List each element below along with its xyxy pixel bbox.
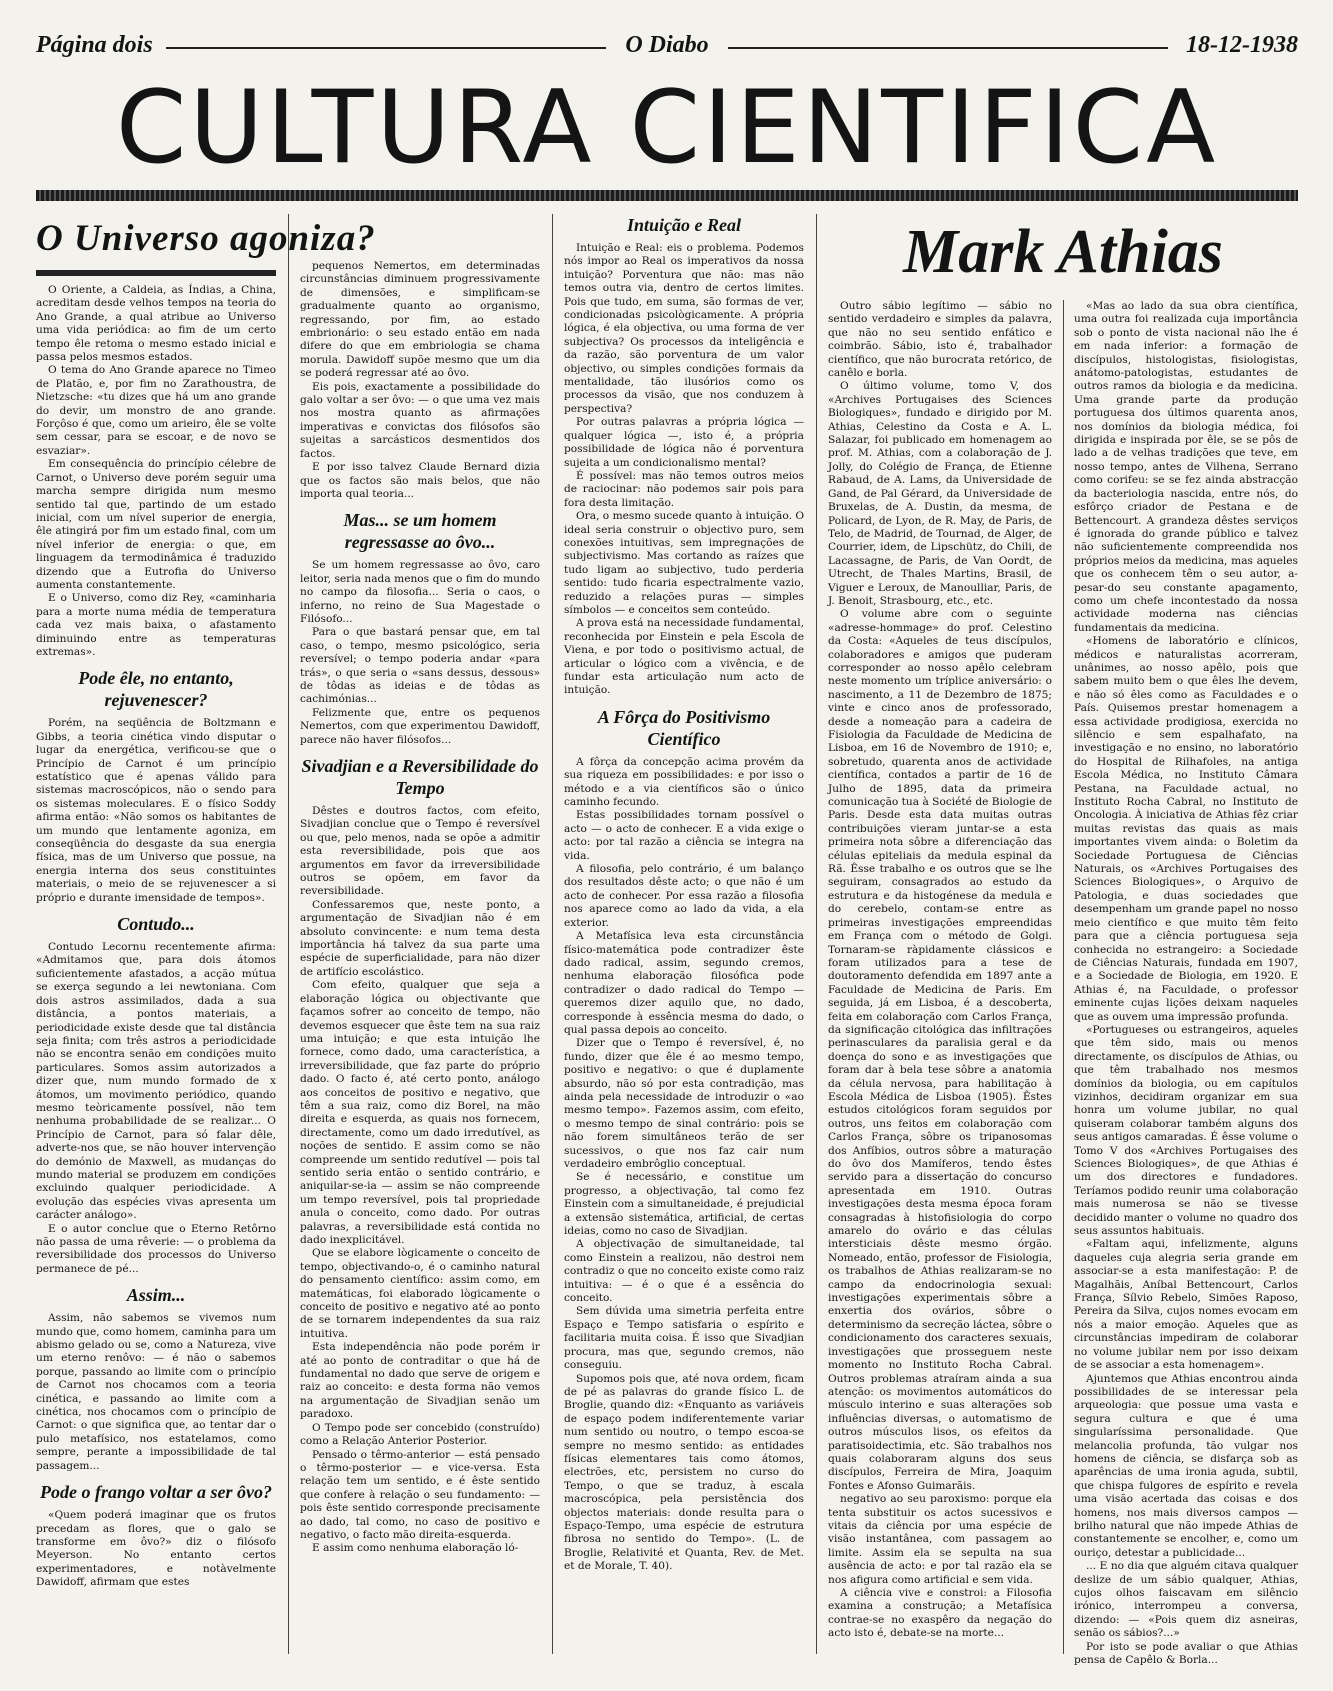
subheading: Pode o frango voltar a ser ôvo? [40,1482,272,1503]
paragraph: Ajuntemos que Athias encontrou ainda possibilidades de se interessar pela arqueologia: que possue uma vasta e segura cultura e que é uma singularíssima personalidade. Que melancolia profunda, tão vulgar nos homens de ciência, se disfarça sob as aparências de uma ironia aguda, subtil, que chispa fulgores de espírito e revela uma visão acertada das coisas e dos homens, nos mais diversos campos — brilho natural que não impede Athias de constantemente se encolher, e, como um ouriço, detestar a publicidade... [1074,1372,1298,1559]
paragraph: Assim, não sabemos se vivemos num mundo que, como homem, caminha para um abismo gelado ou se, como a Natureza, vive um eterno renôvo: — é não o sabemos porque, passando ao limite com o princípio de Carnot nos chocamos com a teoria cinética, e passando ao limite com a cinética, nos chocamos com o princípio de Carnot: o que significa que, ao tentar dar o pulo metafísico, nos estatelamos, como sempre, perante a impossibilidade de tal passagem... [36,1312,276,1472]
headline-mark-athias: Mark Athias [903,218,1223,286]
paragraph: Contudo Lecornu recentemente afirma: «Admitamos que, para dois átomos suficientemente afastados, a acção mútua se exerça segundo a lei newtoniana. Com dois astros assimilados, dada a sua distância, a pontos materiais, a periodicidade existe desde que tal distância seja finita; com três astros a periodicidade não se encontra senão em condições muito particulares. Somos assim autorizados a dizer que, num mundo formado de x átomos, um movimento periódico, quando mesmo teòricamente possível, não tem nenhuma probabilidade de se realizar... O Princípio de Carnot, para só falar dêle, adverte-nos que, se não houver intervenção do demónio de Maxwell, as mudanças do mundo material se produzem em condições excluindo qualquer periodicidade. A evolução das espécies vivas apresenta um carácter análogo». [36,941,276,1222]
subheading: Mas... se um homem regressasse ao ôvo... [343,510,497,553]
paragraph: É possível: mas não temos outros meios de raciocinar: não podemos sair pois para fora desta limitação. [564,469,804,509]
paragraph: O Tempo pode ser concebido (construído) como a Relação Anterior Posterior. [300,1421,540,1448]
section-title: CULTURA CIENTIFICA [115,68,1219,186]
paragraph: Se é necessário, e constitue um progresso, a objectivação, tal como fez Einstein com a simultaneidade, é prejudicial a extensão sistemática, artificial, de certas ideias, como no caso de Sivadjian. [564,1171,804,1238]
headline-intuicao: Intuição e Real [626,215,741,235]
paragraph: Em consequência do princípio célebre de Carnot, o Universo deve porém seguir uma marcha sempre dirigida num mesmo sentido tal que, partindo de um estado inicial, com um nível superior de energia, êle atingirá por fim um estado final, com um nível inferior de energia: o que, em linguagem da termodinâmica é traduzido dizendo que a Eutrofia do Universo aumenta constantemente. [36,458,276,591]
paragraph: E o autor conclue que o Eterno Retôrno não passa de uma rêverie: — o problema da reversibilidade dos processos do Universo permanece de pé... [36,1222,276,1275]
paragraph: Intuição e Real: eis o problema. Podemos nós impor ao Real os imperativos da nossa intuição? Porventura que não: mas não temos outra via, dentro de certos limites. Pois que tudo, em suma, são formas de ver, condicionadas psicològicamente. A própria lógica, é ela objectiva, ou uma forma de ver subjectiva? Os processos da inteligência e da razão, são porventura de um valor objectivo, ou simples condições formais da mentalidade, tão ilusórios como os processos da visão, que nos conduzem à perspectiva? [564,242,804,415]
issue-date: 18-12-1938 [1186,32,1298,58]
masthead-band [36,190,1298,201]
paragraph: Para o que bastará pensar que, em tal caso, o tempo, mesmo psicológico, seria reversível; o tempo poderia andar «para trás», o que seria o «sans dessus, dessous» de tôdas as ideias e de tôdas as cachimónias... [300,626,540,706]
paragraph: Felizmente que, entre os pequenos Nemertos, com que experimentou Dawidoff, parece não haver filósofos... [300,706,540,746]
article-universo-col1 [36,214,376,1654]
headline-universo: O Universo agoniza? [36,218,376,259]
paragraph: Eis pois, exactamente a possibilidade do galo voltar a ser ôvo: — o que uma vez mais nos mostra quanto as afirmações imperativas e convictas dos filósofos são sujeitas a sarcásticos desmentidos dos factos. [300,380,540,460]
paragraph: A ciência vive e constroi: a Filosofia examina a construção; a Metafísica contrae-se no exaspêro da negação do acto isto é, debate-se na morte... [828,1587,1052,1640]
paragraph: Dizer que o Tempo é reversível, é, no fundo, dizer que êle é ao mesmo tempo, positivo e negativo: o que é duplamente absurdo, não só por esta contradição, mas ainda pela necessidade de introduzir o «ao mesmo tempo». Fazemos assim, com efeito, o mesmo tempo de sinal contrário: pois se não forem simultâneos terão de ser sucessivos, o que nos faz cair num verdadeiro embrôglio conceptual. [564,1037,804,1170]
subheading: Contudo... [117,914,195,935]
headline-bar [36,270,276,276]
paragraph: «Faltam aqui, infelizmente, alguns daqueles cuja alegria seria grande em associar-se a esta manifestação: P. de Magalhãis, Aníbal Bettencourt, Carlos França, Sílvio Rebelo, Simões Raposo, Pereira da Silva, cujos nomes evocam em nós a maior emoção. Aqueles que as circunstâncias impediram de colaborar no volume jubilar nem por isso deixam de se associar a esta homenagem». [1074,1238,1298,1372]
paragraph: Porém, na seqüência de Boltzmann e Gibbs, a teoria cinética vindo disputar o lugar da energética, verificou-se que o Princípio de Carnot é um princípio estatístico que é apenas válido para sistemas macroscópicos, não o sendo para os sistemas moleculares. E o físico Soddy afirma então: «Não somos os habitantes de um mundo que lentamente agoniza, em conseqüência do desgaste da sua energia física, mas de um Universo que possue, na energia interna dos seus constituintes materiais, o meio de se rejuvenescer a si próprio e durante imensidade de tempos». [36,717,276,904]
paragraph: A fôrça da concepção acima provém da sua riqueza em possibilidades: e por isso o método e a via científicos são o único caminho fecundo. [564,755,804,809]
column-rule [1063,300,1064,1654]
subheading: Assim... [126,1285,186,1306]
paragraph: «Mas ao lado da sua obra científica, uma outra foi realizada cuja importância sob o ponto de vista nacional não lhe é em nada inferior: a formação de discípulos, histologistas, fisiologistas, anátomo-patologistas, estudantes de outros ramos da biologia e da medicina. Uma grande parte da produção portuguesa dos últimos quarenta anos, nos domínios da biologia médica, foi dirigida e inspirada por êle, se se pôs de lado a de velhas tradições que teve, em nosso tempo, antes de Vilhena, Serrano como corifeu: se se fez ainda abstracção da bacteriologia nascida, entre nós, do esfôrço criador de Pestana e de Bettencourt. A grandeza dêstes serviços é ignorada do grande público e talvez não suficientemente compreendida nos próprios meios da medicina, mas aqueles que os conhecem têm o seu autor, a-pesar-do seu constante apagamento, como um chefe incontestado da nossa actividade moderna nas ciências fundamentais da medicina. [1074,300,1298,634]
paragraph: Com efeito, qualquer que seja a elaboração lógica ou objectivante que façamos sofrer ao conceito de tempo, não devemos esquecer que êste tem na sua raiz uma intuição; e que esta intuição lhe fornece, como dado, uma característica, a irreversibilidade, que faz parte do próprio dado. O facto é, até certo ponto, análogo aos conceitos de positivo e negativo, que têm a sua raiz, como diz Borel, na mão direita e esquerda, as quais nos fornecem, directamente, como um dado irredutível, as noções de sentido. E assim como se não compreende um sentido redutível — pois tal sentido seria então o sentido contrário, e aniquilar-se-ia — assim se não compreende um tempo reversível, pois tal propriedade anula o conceito, como dado. Por outras palavras, a reversibilidade está contida no dado inexplicitável. [300,979,540,1246]
paragraph: A Metafísica leva esta circunstância físico-matemática pode contradizer êste dado radical, assim, segundo cremos, nenhuma elaboração filosófica pode contradizer o dado radical do Tempo — queremos dizer aquilo que, no dado, corresponde à essência mesma do dado, o qual passa depois ao conceito. [564,930,804,1036]
paragraph: Outro sábio legítimo — sábio no sentido verdadeiro e simples da palavra, que não no seu sentido enfático e coimbrão. Sábio, isto é, trabalhador científico, que não burocrata retórico, de canêlo e borla. [828,300,1052,380]
paragraph: Que se elabore lògicamente o conceito de tempo, objectivando-o, é o caminho natural do pensamento científico: assim como, em matemáticas, foi elaborado lògicamente o conceito de positivo e negativo até ao ponto de se tornarem independentes da sua raiz intuitiva. [300,1247,540,1340]
column-rule [552,214,553,1654]
page-number: Página dois [36,32,153,58]
paragraph: Estas possibilidades tornam possível o acto — o acto de conhecer. E a vida exige o acto: por tal razão a ciência se integra na vida. [564,809,804,862]
subheading: Sivadjian e a Reversibilidade do Tempo [301,756,539,798]
paragraph: E assim como nenhuma elaboração ló- [312,1542,519,1555]
paragraph: O Oriente, a Caldeia, as Índias, a China, acreditam desde velhos tempos na teoria do Ano Grande, a qual atribue ao Universo uma vida periódica: ao fim de um certo tempo êle retoma o mesmo estado inicial e passa pelos mesmos estados. [36,284,276,364]
paragraph: Ora, o mesmo sucede quanto à intuição. O ideal seria construir o objectivo puro, sem conexões intuitivas, sem impregnações de subjectivismo. Mas cortando as raízes que tudo ligam ao subjectivo, tudo perderia sentido: tudo ficaria espectralmente vazio, reduzido a relações puras — simples símbolos — e conceitos sem conteúdo. [564,510,804,616]
paragraph: Se um homem regressasse ao ôvo, caro leitor, seria nada menos que o fim do mundo no campo da filosofia... Seria o caos, o inferno, no reino de Sua Magestade o Filósofo... [300,559,540,625]
paragraph: Sem dúvida uma simetria perfeita entre Espaço e Tempo satisfaria o espírito e facilitaria muita coisa. É isso que Sivadjian procura, mas que, segundo cremos, não conseguiu. [564,1305,804,1372]
newspaper-name: O Diabo [606,32,728,59]
column-rule [288,214,289,1654]
paragraph: Por isto se pode avaliar o que Athias pensa de Capêlo & Borla... [1074,1640,1298,1667]
paragraph: ... E no dia que alguém citava qualquer deslize de um sábio qualquer, Athias, cujos olhos faiscavam em silêncio irónico, interrompeu a conversa, dizendo: — «Pois quem diz asneiras, senão os sábios?...» [1074,1560,1298,1640]
newspaper-page [36,24,1298,1667]
paragraph: A prova está na necessidade fundamental, reconhecida por Einstein e pela Escola de Viena, e por todo o positivismo actual, de articular o lógico com a vivência, e de fundar esta articulação num acto de intuição. [564,617,804,697]
article-universo-col2 [300,260,540,1654]
paragraph: A objectivação de simultaneidade, tal como Einstein a realizou, não destroi nem contradiz o que no conceito existe como raiz intuitiva: — é o que é a essência do conceito. [564,1238,804,1305]
column-rule [816,214,817,1654]
paragraph: «Homens de laboratório e clínicos, médicos e naturalistas acorreram, unânimes, ao nosso apêlo, pois que sabem muito bem o que êles lhe devem, e não só êles como as Faculdades e o País. Quisemos prestar homenagem a essa actividade prodigiosa, exercida no silêncio e sem espalhafato, na investigação e no ensino, no laboratório do Hospital de Rilhafoles, na antiga Escola Médica, no Instituto Câmara Pestana, na Faculdade actual, no Instituto Rocha Cabral, no Instituto de Oncologia. À iniciativa de Athias fêz criar muitas revistas das quais as mais importantes vivem ainda: o Boletim da Sociedade Portuguesa de Ciências Naturais, os «Archives Portugaises des Sciences Biologiques», o Arquivo de Patologia, e duas sociedades que desempenham um grande papel no nosso meio científico e que muito têm feito para que a ciência portuguesa seja conhecida no estrangeiro: a Sociedade de Ciências Naturais, fundada em 1907, e a Sociedade de Biologia, em 1920. E Athias é, na Faculdade, o professor eminente cujas lições deixam naqueles que as ouvem uma impressão profunda. [1074,635,1298,1023]
paragraph: Dêstes e doutros factos, com efeito, Sivadjian conclue que o Tempo é reversível ou que, pelo menos, nada se opõe a admitir esta reversibilidade, pois que aos argumentos em favor da irreversibilidade outros se opõem, em favor da reversibilidade. [300,805,540,898]
paragraph: «Quem poderá imaginar que os frutos precedam as flores, que o galo se transforme em ôvo?» diz o filósofo Meyerson. No entanto certos experimentadores, e notàvelmente Dawidoff, afirmam que estes [36,1509,276,1589]
subheading: Pode êle, no entanto, rejuvenescer? [78,668,234,711]
article-athias-col1 [828,300,1052,1654]
paragraph: E por isso talvez Claude Bernard dizia que os factos são mais belos, que não importa qual teoria... [300,461,540,500]
paragraph: E o Universo, como diz Rey, «caminharia para a morte numa média de temperatura cada vez mais baixa, o afastamento diminuindo entre as temperaturas extremas». [36,592,276,658]
folio-line [36,32,1298,60]
paragraph: O último volume, tomo V, dos «Archives Portugaises des Sciences Biologiques», fundado e dirigido por M. Athias, Celestino da Costa e A. L. Salazar, foi publicado em homenagem ao prof. M. Athias, com a colaboração de J. Jolly, do Colégio de França, de Etienne Rabaud, de A. Lams, da Universidade de Gand, de Pal Gérard, da Universidade de Bruxelas, de A. Dustin, da mesma, de Policard, de Lyon, de R. May, de Paris, de Telo, de Madrid, de Tournad, de Alger, de Courrier, idem, de Lipschütz, do Chili, de Lacassagne, de Paris, de Van Oordt, de Utrecht, de Thales Martins, Brasil, de Viguer e Leroux, de Manoulliar, Paris, de J. Benoit, Strasbourg, etc., etc. [828,380,1052,607]
paragraph: «Portugueses ou estrangeiros, aqueles que têm sido, mais ou menos directamente, os discípulos de Athias, ou que têm trabalhado nos mesmos domínios da biologia, ou em capítulos vizinhos, decidiram organizar em sua honra um volume jubilar, no qual quiseram colaborar também alguns dos seus antigos camaradas. É êsse volume o Tomo V dos «Archives Portugaises des Sciences Biologiques», de que Athias é um dos directores e fundadores. Teríamos podido reunir uma colaboração mais numerosa se não se tivesse decidido manter o volume no quadro dos seus assuntos habituais. [1074,1023,1298,1238]
article-athias-col2 [1074,300,1298,1667]
subheading: A Fôrça do Positivismo Científico [597,706,771,749]
paragraph: A filosofia, pelo contrário, é um balanço dos resultados dêste acto; o que não é um acto de conhecer. Por essa razão a filosofia nos aparece como ao lado da vida, a ela exterior. [564,863,804,929]
paragraph: O tema do Ano Grande aparece no Timeo de Platão, e, por fim no Zarathoustra, de Nietzsche: «tu dizes que há um ano grande do devir, um monstro de ano grande. Forçôso é que, como um arieiro, êle se volte sem cessar, para se escoar, e de novo se esvaziar». [36,364,276,457]
paragraph: Esta independência não pode porém ir até ao ponto de contraditar o que há de fundamental no dado que serve de origem e raiz ao conceito: e desta forma não vemos na argumentação de Sivadjian senão um paradoxo. [300,1341,540,1421]
paragraph: Pensado o têrmo-anterior — está pensado o têrmo-posterior — e vice-versa. Esta relação tem um sentido, e é êste sentido que confere à relação o seu fundamento: — pois êste sentido corresponde precisamente ao dado, tal como, no caso de positivo e negativo, o facto mão direita-esquerda. [300,1448,540,1541]
paragraph: Supomos pois que, até nova ordem, ficam de pé as palavras do grande físico L. de Broglie, quando diz: «Enquanto as variáveis de espaço podem indiferentemente variar num sentido ou noutro, o tempo escoa-se sempre no mesmo sentido: as entidades físicas elementares tais como átomos, electrões, etc, persistem no curso do Tempo, o que se traduz, à escala macroscópica, pela persistência dos objectos materiais: donde resulta para o Espaço-Tempo, uma espécie de estrutura fibrosa no sentido do Tempo». (L. de Broglie, Relativité et Quanta, Rev. de Met. et de Morale, T. 40). [564,1372,804,1573]
paragraph: O volume abre com o seguinte «adresse-hommage» do prof. Celestino da Costa: «Aqueles de teus discípulos, colaboradores e amigos que puderam corresponder ao nosso apêlo celebram neste momento um tríplice aniversário: o nascimento, a 11 de Dezembro de 1875; vinte e cinco anos de professorado, desde a nomeação para a cadeira de Fisiologia da Faculdade de Medicina de Lisboa, em 16 de Novembro de 1910; e, sobretudo, quarenta anos de actividade científica, contados a partir de 16 de Julho de 1895, data da primeira comunicação tua à Société de Biologie de Paris. Desde esta data muitas outras contribuições vieram juntar-se a esta primeira nota sôbre a diferenciação das células epiteliais da medula espinal da Rã. Êsse trabalho e os outros que se lhe seguiram, consagrados ao estudo da estrutura e da histogénese da medula e do cerebelo, contam-se entre as primeiras investigações empreendidas em França com o método de Golgi. Tornaram-se ràpidamente clássicos e foram utilizados para a tese de doutoramento defendida em 1897 ante a Faculdade de Medicina de Paris. Em seguida, já em Lisboa, é a descoberta, feita em colaboração com Carlos França, da significação citológica das infiltrações perinasculares da paralisia geral e da doença do sono e as investigações que foram dar à bela tese sôbre a anatomia da célula nervosa, para habilitação à Escola Médica de Lisboa (1905). Êstes estudos citológicos foram seguidos por outros, uns feitos em colaboração com Carlos França, sôbre os tripanosomas dos Anfíbios, outros sôbre a maturação do ôvo dos Mamíferos, tendo êstes servido para a dissertação do concurso apresentada em 1910. Outras investigações desta mesma época foram consagradas à histofisiologia do corpo amarelo do ovário e das células intersticiais dêste mesmo órgão. Nomeado, então, professor de Fisiologia, os trabalhos de Athias realizaram-se no campo da endocrinologia sexual: investigações experimentais sôbre a enxertia dos ovários, sôbre o determinismo da secreção láctea, sôbre o condicionamento dos caracteres sexuais, investigações que prosseguem neste momento no Instituto Rocha Cabral. Outros problemas atraíram ainda a sua atenção: os movimentos automáticos do músculo interino e suas alterações sob influências diversas, o automatismo de outros músculos lisos, os efeitos da paratisoidectimia, etc. São trabalhos nos quais colaboraram alguns dos seus discípulos, Ferreira de Mira, Joaquim Fontes e Afonso Guimarãis. [828,608,1052,1492]
article-intuicao [564,214,804,1654]
paragraph: Por outras palavras a própria lógica — qualquer lógica —, isto é, a própria possibilidade de lógica não é porventura sujeita a um condicionalismo mental? [564,416,804,469]
paragraph: pequenos Nemertos, em determinadas circunstâncias diminuem progressivamente de dimensões, e simplificam-se gradualmente quanto ao organismo, regressando, por fim, ao estado embrionário: o seu estado então em nada difere do que em embriologia se chama morula. Dawidoff supõe mesmo que um dia se poderá regressar até ao ôvo. [300,260,540,380]
paragraph: negativo ao seu paroxismo: porque ela tenta substituir os actos sucessivos e vitais da ciência por uma espécie de visão instantânea, com passagem ao limite. Assim ela se sepulta na sua ausência de acto: e por tal razão ela se nos afigura como artificial e sem vida. [828,1493,1052,1586]
paragraph: Confessaremos que, neste ponto, a argumentação de Sivadjian não é em absoluto convincente: e num tema desta importância há talvez da sua parte uma espécie de superficialidade, para não dizer de artifício escolástico. [300,898,540,978]
